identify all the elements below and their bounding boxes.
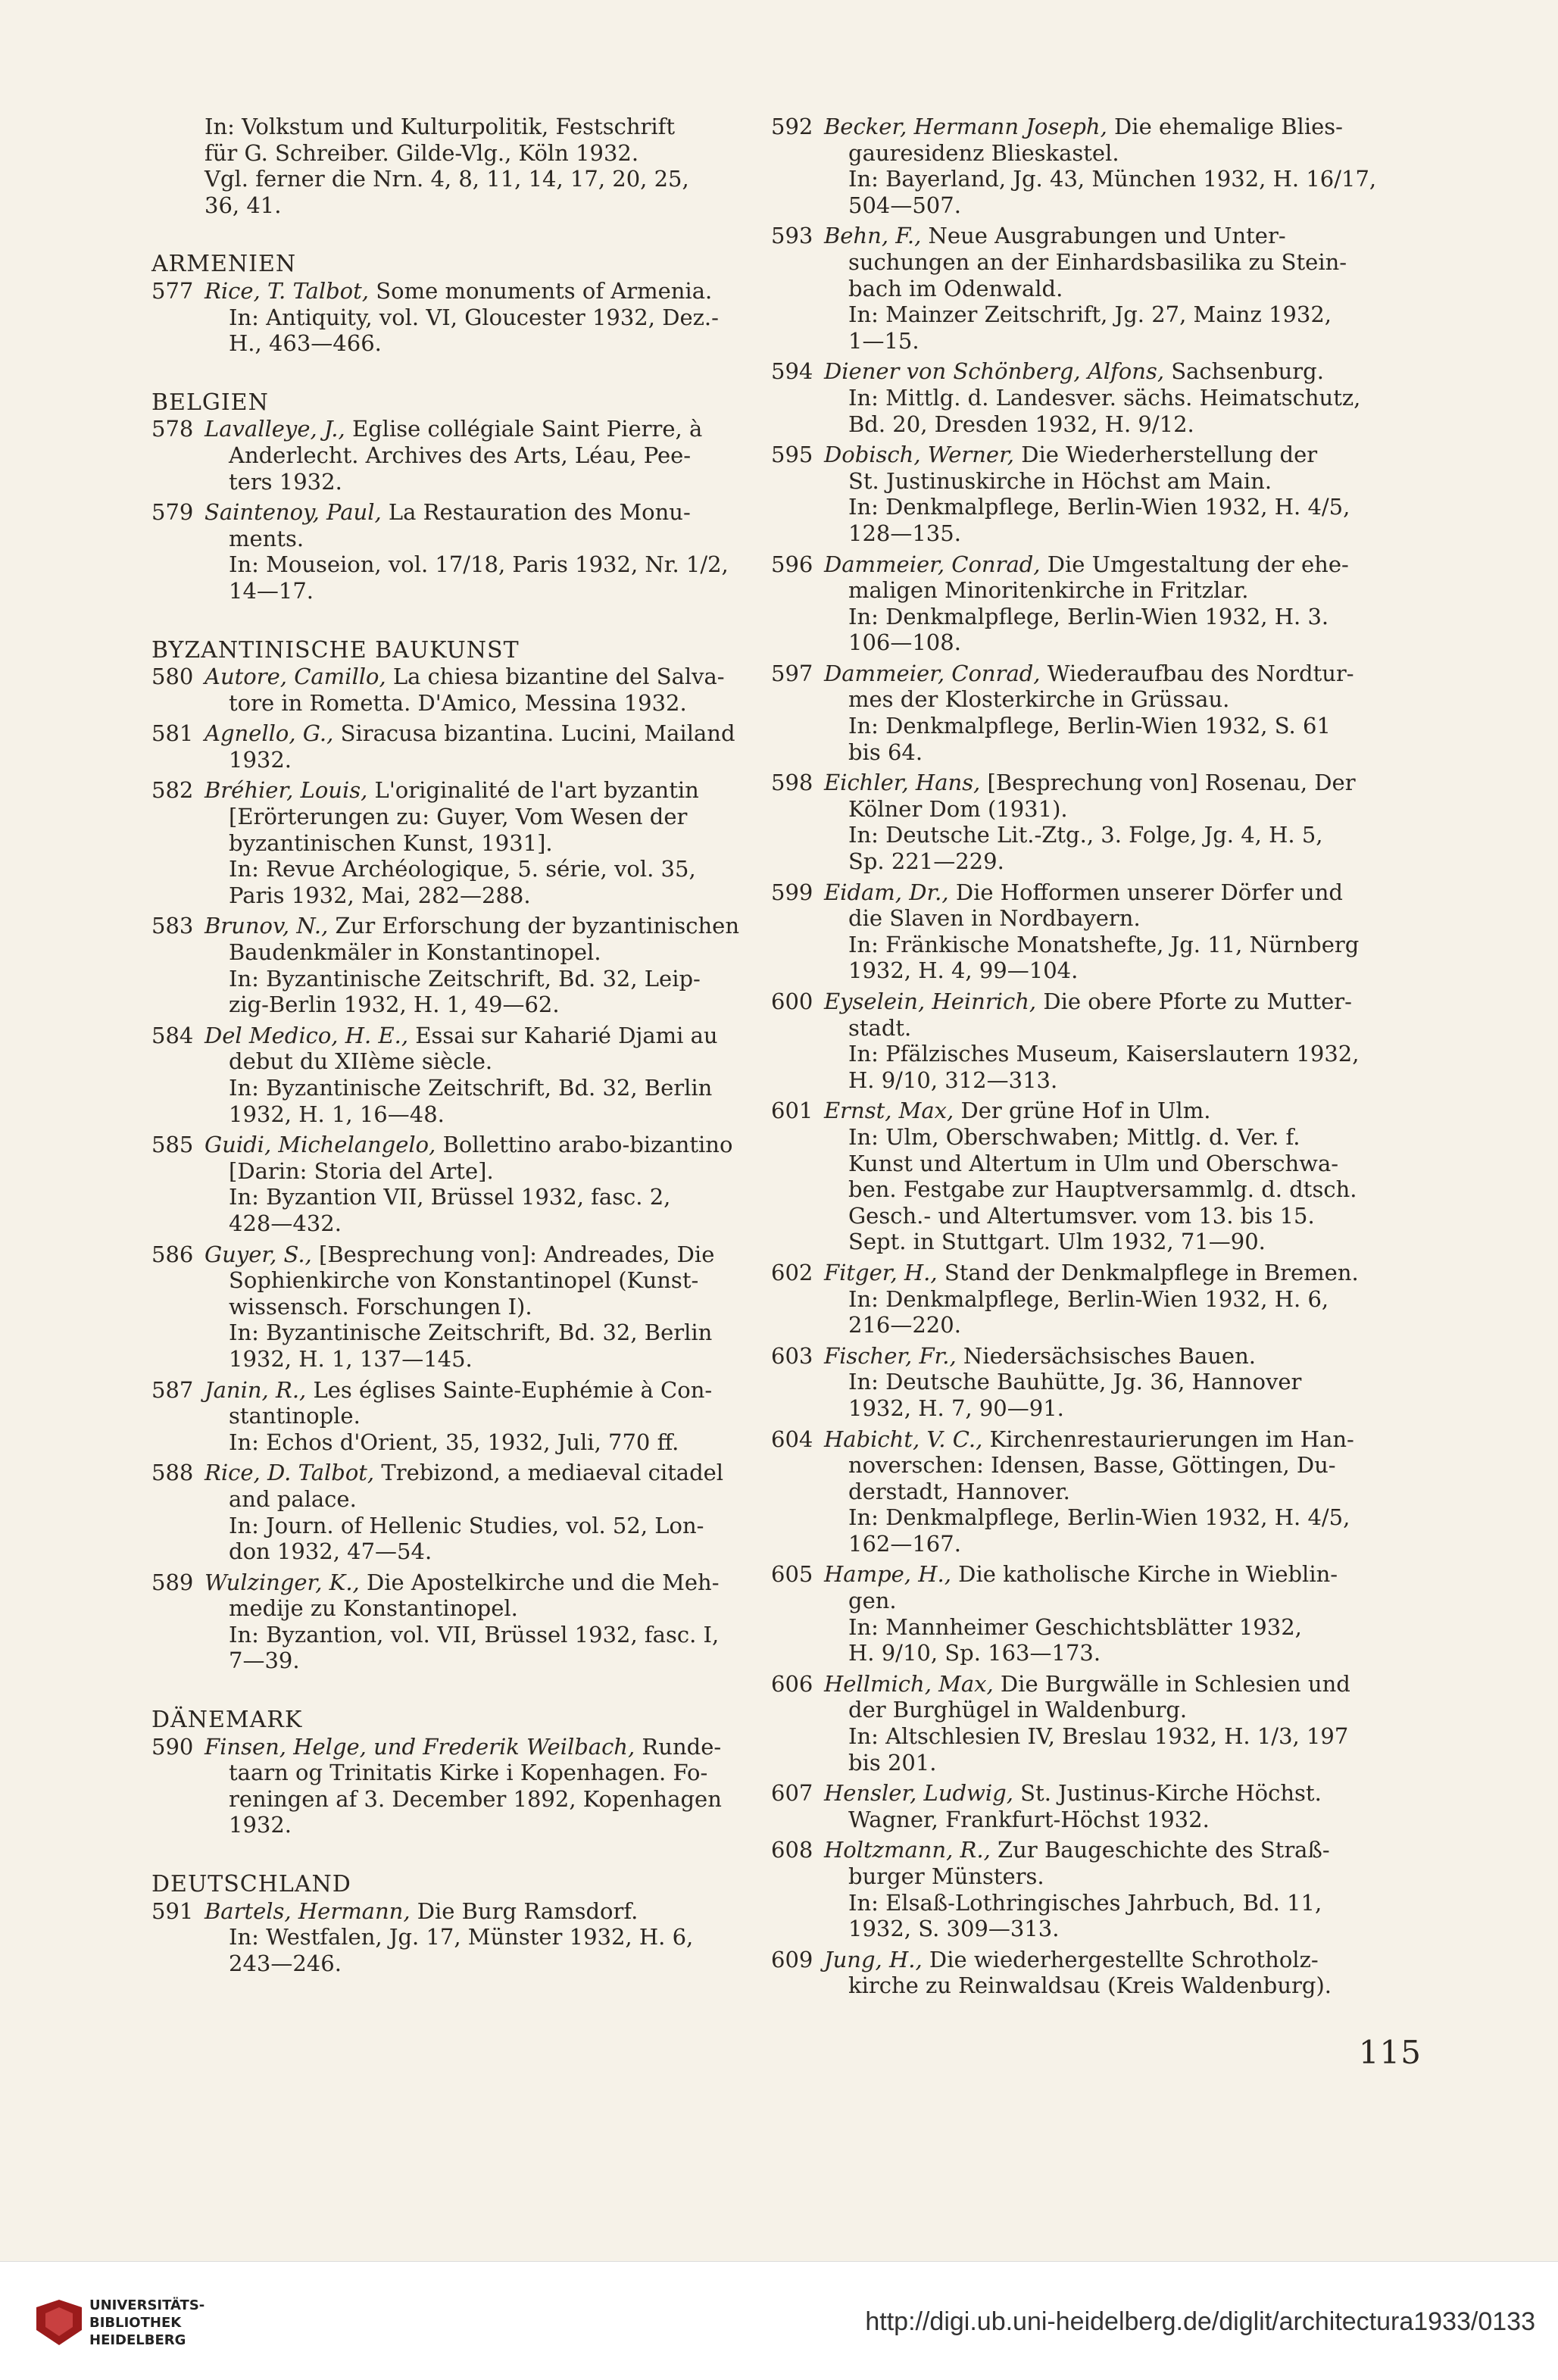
entry-number: 591 bbox=[151, 1897, 194, 1924]
entry-author: Guidi, Michelangelo, bbox=[205, 1132, 436, 1158]
entry-line: Kölner Dom (1931). bbox=[848, 795, 1068, 822]
entry-number: 586 bbox=[151, 1241, 194, 1267]
entry-line: In: Westfalen, Jg. 17, Münster 1932, H. 6, bbox=[229, 1924, 694, 1951]
entry-title: Runde- bbox=[635, 1733, 722, 1760]
entry-title: Die Apostelkirche und die Meh- bbox=[359, 1569, 720, 1595]
entry-first-line bbox=[824, 1426, 1422, 1453]
entry-first-line bbox=[205, 499, 803, 526]
entry-line: H. 9/10, Sp. 163—173. bbox=[848, 1640, 1101, 1666]
entry-number: 579 bbox=[151, 499, 194, 526]
entry-first-line bbox=[824, 114, 1422, 140]
entry-line: maligen Minoritenkirche in Fritzlar. bbox=[848, 577, 1249, 604]
entry-line: 243—246. bbox=[229, 1950, 342, 1976]
entry-first-line bbox=[205, 1132, 803, 1158]
bibliography-entry bbox=[151, 1242, 803, 1373]
entry-line: In: Denkmalpflege, Berlin-Wien 1932, H. 4/5, bbox=[848, 1504, 1350, 1531]
entry-number: 592 bbox=[771, 114, 813, 139]
footer-bar bbox=[0, 2261, 1558, 2380]
entry-number: 581 bbox=[151, 720, 194, 747]
entry-first-line bbox=[205, 1242, 803, 1268]
bibliography-entry bbox=[771, 1426, 1422, 1557]
entry-line: tore in Rometta. D'Amico, Messina 1932. bbox=[229, 689, 687, 716]
entry-line: byzantinischen Kunst, 1931]. bbox=[229, 829, 553, 856]
entry-line: Sept. in Stuttgart. Ulm 1932, 71—90. bbox=[848, 1229, 1266, 1255]
entry-line: In: Altschlesien IV, Breslau 1932, H. 1/3, 197 bbox=[848, 1723, 1349, 1750]
entry-number: 587 bbox=[151, 1376, 194, 1403]
entry-title: Eglise collégiale Saint Pierre, à bbox=[345, 416, 703, 442]
entry-title: Die obere Pforte zu Mutter- bbox=[1036, 989, 1352, 1014]
entry-line: 216—220. bbox=[848, 1312, 961, 1338]
entry-first-line bbox=[205, 1734, 803, 1760]
entry-line: 428—432. bbox=[229, 1210, 342, 1236]
entry-line: In: Fränkische Monatshefte, Jg. 11, Nürnberg bbox=[848, 931, 1360, 957]
entry-first-line bbox=[205, 1377, 803, 1404]
entry-number: 603 bbox=[771, 1342, 813, 1369]
source-url-link[interactable]: http://digi.ub.uni-heidelberg.de/diglit/architectura1933/0133 bbox=[865, 2307, 1535, 2336]
entry-first-line bbox=[824, 879, 1422, 906]
entry-first-line bbox=[205, 664, 803, 690]
entry-line: In: Mannheimer Geschichtsblätter 1932, bbox=[848, 1613, 1302, 1640]
entry-line: Wagner, Frankfurt-Höchst 1932. bbox=[848, 1806, 1210, 1832]
entry-line: 1932, H. 7, 90—91. bbox=[848, 1395, 1064, 1421]
entry-number: 599 bbox=[771, 879, 813, 905]
entry-first-line bbox=[205, 777, 803, 804]
entry-first-line bbox=[824, 1837, 1422, 1863]
entry-line: ters 1932. bbox=[229, 468, 342, 495]
entry-first-line bbox=[824, 661, 1422, 687]
entry-line: ments. bbox=[229, 525, 304, 551]
entry-number: 582 bbox=[151, 777, 194, 804]
entry-number: 605 bbox=[771, 1561, 813, 1588]
text-line: 36, 41. bbox=[205, 192, 282, 218]
entry-line: Kunst und Altertum in Ulm und Oberschwa- bbox=[848, 1150, 1339, 1176]
entry-author: Habicht, V. C., bbox=[824, 1426, 983, 1452]
entry-number: 593 bbox=[771, 223, 813, 249]
entry-title: Die Hofformen unserer Dörfer und bbox=[948, 879, 1343, 905]
bibliography-entry bbox=[771, 1561, 1422, 1666]
bibliography-entry bbox=[771, 661, 1422, 765]
entry-first-line bbox=[205, 278, 803, 305]
entry-line: debut du XIIème siècle. bbox=[229, 1048, 493, 1075]
entry-number: 607 bbox=[771, 1780, 813, 1807]
bibliography-entry bbox=[151, 499, 803, 604]
entry-first-line bbox=[205, 720, 803, 747]
entry-line: Gesch.- und Altertumsver. vom 13. bis 15. bbox=[848, 1202, 1315, 1229]
entry-title: Trebizond, a mediaeval citadel bbox=[374, 1460, 724, 1486]
bibliography-entry bbox=[771, 989, 1422, 1093]
entry-number: 589 bbox=[151, 1569, 194, 1595]
bibliography-entry bbox=[151, 1023, 803, 1127]
entry-line: In: Byzantinische Zeitschrift, Bd. 32, Berlin bbox=[229, 1320, 713, 1346]
entry-author: Dobisch, Werner, bbox=[824, 442, 1014, 468]
entry-author: Rice, T. Talbot, bbox=[205, 277, 370, 304]
entry-number: 596 bbox=[771, 551, 813, 577]
bibliography-entry bbox=[151, 664, 803, 716]
entry-author: Holtzmann, R., bbox=[824, 1837, 991, 1863]
text-line: für G. Schreiber. Gilde-Vlg., Köln 1932. bbox=[205, 139, 639, 166]
entry-line: In: Bayerland, Jg. 43, München 1932, H. 16/17, bbox=[848, 166, 1377, 192]
entry-title: Neue Ausgrabungen und Unter- bbox=[921, 223, 1286, 249]
bibliography-entry bbox=[151, 720, 803, 773]
entry-line: bis 201. bbox=[848, 1749, 937, 1776]
entry-first-line bbox=[824, 1947, 1422, 1973]
entry-number: 590 bbox=[151, 1733, 194, 1760]
entry-author: Wulzinger, K., bbox=[205, 1569, 360, 1595]
entry-author: Lavalleye, J., bbox=[205, 416, 345, 442]
entry-first-line bbox=[205, 913, 803, 939]
entry-line: In: Byzantinische Zeitschrift, Bd. 32, Leip- bbox=[229, 965, 701, 992]
entry-line: bis 64. bbox=[848, 739, 923, 765]
entry-author: Agnello, G., bbox=[205, 720, 334, 747]
entry-line: St. Justinuskirche in Höchst am Main. bbox=[848, 467, 1272, 494]
section-heading: ARMENIEN bbox=[151, 251, 297, 278]
entry-line: In: Denkmalpflege, Berlin-Wien 1932, H. 6, bbox=[848, 1285, 1329, 1312]
entry-line: stantinople. bbox=[229, 1403, 361, 1429]
entry-line: burger Münsters. bbox=[848, 1863, 1044, 1889]
entry-line: 7—39. bbox=[229, 1648, 300, 1674]
entry-author: Del Medico, H. E., bbox=[205, 1022, 409, 1048]
entry-line: In: Byzantinische Zeitschrift, Bd. 32, Berlin bbox=[229, 1075, 713, 1101]
entry-author: Saintenoy, Paul, bbox=[205, 499, 382, 526]
entry-line: In: Denkmalpflege, Berlin-Wien 1932, H. 3. bbox=[848, 603, 1329, 629]
entry-line: In: Echos d'Orient, 35, 1932, Juli, 770 ff. bbox=[229, 1429, 679, 1455]
entry-line: mes der Klosterkirche in Grüssau. bbox=[848, 686, 1230, 713]
right-column bbox=[771, 114, 1422, 2004]
bibliography-entry bbox=[771, 879, 1422, 984]
entry-title: Die Burgwälle in Schlesien und bbox=[993, 1670, 1350, 1697]
bibliography-entry bbox=[151, 1734, 803, 1838]
entry-line: In: Antiquity, vol. VI, Gloucester 1932, Dez.- bbox=[229, 304, 719, 330]
entry-title: Kirchenrestaurierungen im Han- bbox=[982, 1426, 1354, 1452]
bibliography-entry bbox=[151, 913, 803, 1017]
entry-line: In: Denkmalpflege, Berlin-Wien 1932, S. 61 bbox=[848, 713, 1331, 739]
entry-number: 577 bbox=[151, 277, 194, 304]
entry-line: Sp. 221—229. bbox=[848, 848, 1004, 875]
entry-line: In: Pfälzisches Museum, Kaiserslautern 1932, bbox=[848, 1041, 1360, 1067]
entry-first-line bbox=[824, 1260, 1422, 1286]
entry-line: 1932. bbox=[229, 1812, 292, 1838]
entry-line: wissensch. Forschungen I). bbox=[229, 1293, 532, 1320]
bibliography-entry bbox=[151, 777, 803, 908]
entry-number: 594 bbox=[771, 358, 813, 385]
entry-number: 588 bbox=[151, 1460, 194, 1486]
entry-line: noverschen: Idensen, Basse, Göttingen, Du- bbox=[848, 1452, 1336, 1479]
entry-author: Eichler, Hans, bbox=[824, 770, 981, 796]
entry-line: 1—15. bbox=[848, 327, 920, 354]
entry-line: Paris 1932, Mai, 282—288. bbox=[229, 882, 531, 908]
entry-number: 608 bbox=[771, 1837, 813, 1863]
bibliography-entry bbox=[151, 416, 803, 495]
entry-first-line bbox=[824, 1343, 1422, 1370]
entry-title: Die Umgestaltung der ehe- bbox=[1040, 551, 1349, 577]
bibliography-entry bbox=[151, 1898, 803, 1977]
entry-line: der Burghügel in Waldenburg. bbox=[848, 1697, 1188, 1723]
entry-line: [Erörterungen zu: Guyer, Vom Wesen der bbox=[229, 804, 688, 830]
entry-line: In: Mittlg. d. Landesver. sächs. Heimatschutz, bbox=[848, 384, 1361, 411]
entry-number: 595 bbox=[771, 442, 813, 468]
entry-author: Guyer, S., bbox=[205, 1241, 312, 1267]
entry-number: 585 bbox=[151, 1132, 194, 1158]
entry-line: 128—135. bbox=[848, 520, 961, 546]
entry-number: 578 bbox=[151, 416, 194, 442]
entry-line: taarn og Trinitatis Kirke i Kopenhagen. Fo- bbox=[229, 1760, 708, 1786]
entry-title: Sachsenburg. bbox=[1164, 358, 1324, 385]
bibliography-entry bbox=[151, 1569, 803, 1674]
entry-first-line bbox=[205, 416, 803, 442]
entry-number: 604 bbox=[771, 1426, 813, 1452]
entry-line: 1932, H. 1, 16—48. bbox=[229, 1101, 445, 1127]
entry-author: Fischer, Fr., bbox=[824, 1342, 957, 1369]
entry-line: gen. bbox=[848, 1588, 897, 1614]
entry-line: H. 9/10, 312—313. bbox=[848, 1067, 1058, 1093]
entry-line: ben. Festgabe zur Hauptversammlg. d. dtsch. bbox=[848, 1176, 1357, 1203]
entry-line: bach im Odenwald. bbox=[848, 275, 1063, 301]
entry-line: 1932. bbox=[229, 746, 292, 773]
bibliography-entry bbox=[771, 1837, 1422, 1941]
entry-number: 600 bbox=[771, 989, 813, 1014]
entry-line: Baudenkmäler in Konstantinopel. bbox=[229, 939, 601, 966]
bibliography-entry bbox=[771, 1260, 1422, 1338]
entry-first-line bbox=[205, 1460, 803, 1486]
library-line: HEIDELBERG bbox=[89, 2332, 186, 2348]
bibliography-entry bbox=[771, 551, 1422, 656]
entry-author: Ernst, Max, bbox=[824, 1098, 954, 1124]
bibliography-entry bbox=[771, 358, 1422, 437]
entry-number: 597 bbox=[771, 660, 813, 686]
entry-first-line bbox=[205, 1898, 803, 1925]
bibliography-entry bbox=[151, 1132, 803, 1236]
entry-title: L'originalité de l'art byzantin bbox=[367, 777, 699, 804]
bibliography-entry bbox=[151, 278, 803, 357]
entry-line: don 1932, 47—54. bbox=[229, 1538, 432, 1565]
entry-author: Finsen, Helge, und Frederik Weilbach, bbox=[205, 1733, 635, 1760]
entry-first-line bbox=[824, 1671, 1422, 1698]
entry-first-line bbox=[205, 1569, 803, 1596]
entry-title: Les églises Sainte-Euphémie à Con- bbox=[306, 1376, 713, 1403]
entry-number: 602 bbox=[771, 1259, 813, 1285]
entry-title: [Besprechung von] Rosenau, Der bbox=[980, 770, 1356, 796]
entry-first-line bbox=[824, 1561, 1422, 1588]
entry-title: [Besprechung von]: Andreades, Die bbox=[311, 1241, 715, 1267]
entry-author: Jung, H., bbox=[824, 1946, 923, 1972]
bibliography-entry bbox=[771, 1947, 1422, 1999]
entry-title: Some monuments of Armenia. bbox=[369, 277, 713, 304]
bibliography-entry bbox=[771, 1343, 1422, 1422]
entry-author: Eyselein, Heinrich, bbox=[824, 989, 1037, 1014]
entry-line: 1932, H. 4, 99—104. bbox=[848, 957, 1079, 984]
entry-number: 601 bbox=[771, 1098, 813, 1124]
entry-first-line bbox=[824, 770, 1422, 796]
entry-line: In: Deutsche Bauhütte, Jg. 36, Hannover bbox=[848, 1369, 1302, 1395]
entry-author: Becker, Hermann Joseph, bbox=[824, 114, 1107, 139]
library-line: BIBLIOTHEK bbox=[89, 2315, 182, 2331]
entry-title: Die ehemalige Blies- bbox=[1107, 114, 1343, 139]
entry-author: Behn, F., bbox=[824, 223, 922, 249]
entry-first-line bbox=[824, 223, 1422, 249]
entry-title: Wiederaufbau des Nordtur- bbox=[1040, 660, 1354, 686]
entry-author: Bréhier, Louis, bbox=[205, 777, 368, 804]
entry-author: Fitger, H., bbox=[824, 1259, 938, 1285]
bibliography-entry bbox=[771, 1098, 1422, 1255]
section-heading: DÄNEMARK bbox=[151, 1707, 303, 1734]
bibliography-entry bbox=[771, 1780, 1422, 1832]
entry-first-line bbox=[824, 551, 1422, 578]
entry-line: H., 463—466. bbox=[229, 330, 382, 357]
library-name bbox=[89, 2297, 205, 2349]
entry-line: In: Elsaß-Lothringisches Jahrbuch, Bd. 11, bbox=[848, 1889, 1322, 1916]
entry-line: Bd. 20, Dresden 1932, H. 9/12. bbox=[848, 411, 1194, 437]
entry-line: stadt. bbox=[848, 1014, 912, 1041]
entry-author: Bartels, Hermann, bbox=[205, 1897, 411, 1924]
entry-title: Die wiederhergestellte Schrotholz- bbox=[922, 1946, 1319, 1972]
entry-first-line bbox=[824, 1098, 1422, 1124]
entry-number: 580 bbox=[151, 664, 194, 690]
entry-title: Niedersächsisches Bauen. bbox=[956, 1342, 1256, 1369]
entry-number: 598 bbox=[771, 770, 813, 796]
entry-line: and palace. bbox=[229, 1485, 357, 1512]
entry-line: reningen af 3. December 1892, Kopenhagen bbox=[229, 1785, 722, 1812]
left-column bbox=[151, 114, 803, 1981]
entry-author: Hellmich, Max, bbox=[824, 1670, 994, 1697]
bibliography-entry bbox=[771, 770, 1422, 874]
section-heading: BYZANTINISCHE BAUKUNST bbox=[151, 636, 520, 664]
entry-title: Zur Baugeschichte des Straß- bbox=[990, 1837, 1330, 1863]
bibliography-entry bbox=[771, 1671, 1422, 1776]
entry-line: In: Deutsche Lit.-Ztg., 3. Folge, Jg. 4, H. 5, bbox=[848, 822, 1323, 848]
entry-line: In: Byzantion VII, Brüssel 1932, fasc. 2, bbox=[229, 1184, 671, 1210]
entry-author: Dammeier, Conrad, bbox=[824, 660, 1041, 686]
entry-author: Eidam, Dr., bbox=[824, 879, 949, 905]
entry-title: La Restauration des Monu- bbox=[381, 499, 691, 526]
entry-number: 609 bbox=[771, 1946, 813, 1972]
entry-author: Brunov, N., bbox=[205, 913, 329, 939]
entry-title: Der grüne Hof in Ulm. bbox=[954, 1098, 1211, 1124]
entry-line: 162—167. bbox=[848, 1530, 961, 1557]
continuation-text bbox=[151, 114, 803, 218]
bibliography-entry bbox=[151, 1377, 803, 1456]
entry-line: In: Denkmalpflege, Berlin-Wien 1932, H. 4/5, bbox=[848, 494, 1350, 520]
entry-author: Dammeier, Conrad, bbox=[824, 551, 1041, 577]
entry-line: [Darin: Storia del Arte]. bbox=[229, 1157, 494, 1184]
entry-first-line bbox=[205, 1023, 803, 1049]
entry-first-line bbox=[824, 442, 1422, 468]
entry-line: In: Mainzer Zeitschrift, Jg. 27, Mainz 1932, bbox=[848, 301, 1332, 328]
entry-author: Autore, Camillo, bbox=[205, 664, 386, 690]
entry-author: Hensler, Ludwig, bbox=[824, 1780, 1013, 1807]
entry-number: 584 bbox=[151, 1022, 194, 1048]
entry-line: 106—108. bbox=[848, 629, 961, 656]
entry-title: La chiesa bizantine del Salva- bbox=[386, 664, 725, 690]
section-heading: DEUTSCHLAND bbox=[151, 1871, 351, 1898]
entry-first-line bbox=[824, 1780, 1422, 1807]
entry-author: Hampe, H., bbox=[824, 1561, 951, 1588]
entry-line: medije zu Konstantinopel. bbox=[229, 1595, 518, 1622]
bibliography-entry bbox=[771, 114, 1422, 218]
entry-title: Bollettino arabo-bizantino bbox=[436, 1132, 733, 1158]
entry-title: Zur Erforschung der byzantinischen bbox=[328, 913, 740, 939]
entry-first-line bbox=[824, 358, 1422, 385]
entry-line: In: Revue Archéologique, 5. série, vol. 35, bbox=[229, 856, 696, 882]
entry-title: Die Burg Ramsdorf. bbox=[410, 1897, 638, 1924]
entry-title: Stand der Denkmalpflege in Bremen. bbox=[937, 1259, 1359, 1285]
entry-title: St. Justinus-Kirche Höchst. bbox=[1013, 1780, 1322, 1807]
entry-author: Janin, R., bbox=[205, 1376, 307, 1403]
entry-line: 14—17. bbox=[229, 577, 314, 604]
entry-number: 606 bbox=[771, 1670, 813, 1697]
entry-line: Anderlecht. Archives des Arts, Léau, Pee- bbox=[229, 442, 692, 468]
entry-first-line bbox=[824, 989, 1422, 1015]
entry-line: kirche zu Reinwaldsau (Kreis Waldenburg). bbox=[848, 1972, 1332, 1999]
entry-author: Rice, D. Talbot, bbox=[205, 1460, 375, 1486]
library-line: UNIVERSITÄTS- bbox=[89, 2297, 205, 2313]
entry-line: zig-Berlin 1932, H. 1, 49—62. bbox=[229, 992, 560, 1018]
entry-title: Die katholische Kirche in Wieblin- bbox=[951, 1561, 1338, 1588]
bibliography-entry bbox=[771, 442, 1422, 546]
entry-line: 1932, H. 1, 137—145. bbox=[229, 1345, 473, 1372]
entry-line: gauresidenz Blieskastel. bbox=[848, 139, 1119, 166]
entry-line: In: Journ. of Hellenic Studies, vol. 52, Lon- bbox=[229, 1512, 704, 1538]
page-number: 115 bbox=[1358, 2034, 1422, 2071]
entry-line: 1932, S. 309—313. bbox=[848, 1916, 1060, 1942]
text-line: Vgl. ferner die Nrn. 4, 8, 11, 14, 17, 20, 25, bbox=[205, 166, 689, 192]
entry-line: In: Byzantion, vol. VII, Brüssel 1932, fasc. I, bbox=[229, 1621, 720, 1648]
entry-line: In: Mouseion, vol. 17/18, Paris 1932, Nr. 1/2, bbox=[229, 551, 729, 578]
entry-title: Essai sur Kaharié Djami au bbox=[408, 1022, 718, 1048]
section-heading: BELGIEN bbox=[151, 389, 269, 416]
entry-line: In: Ulm, Oberschwaben; Mittlg. d. Ver. f. bbox=[848, 1123, 1300, 1150]
entry-number: 583 bbox=[151, 913, 194, 939]
entry-title: Siracusa bizantina. Lucini, Mailand bbox=[333, 720, 735, 747]
bibliography-entry bbox=[151, 1460, 803, 1564]
entry-title: Die Wiederherstellung der bbox=[1014, 442, 1318, 468]
entry-line: die Slaven in Nordbayern. bbox=[848, 905, 1141, 932]
entry-author: Diener von Schönberg, Alfons, bbox=[824, 358, 1165, 385]
text-line: In: Volkstum und Kulturpolitik, Festschrift bbox=[205, 114, 676, 139]
entry-line: Sophienkirche von Konstantinopel (Kunst- bbox=[229, 1267, 699, 1294]
entry-line: derstadt, Hannover. bbox=[848, 1478, 1070, 1504]
entry-line: suchungen an der Einhardsbasilika zu Stein- bbox=[848, 248, 1347, 275]
entry-line: 504—507. bbox=[848, 192, 961, 218]
bibliography-entry bbox=[771, 223, 1422, 354]
